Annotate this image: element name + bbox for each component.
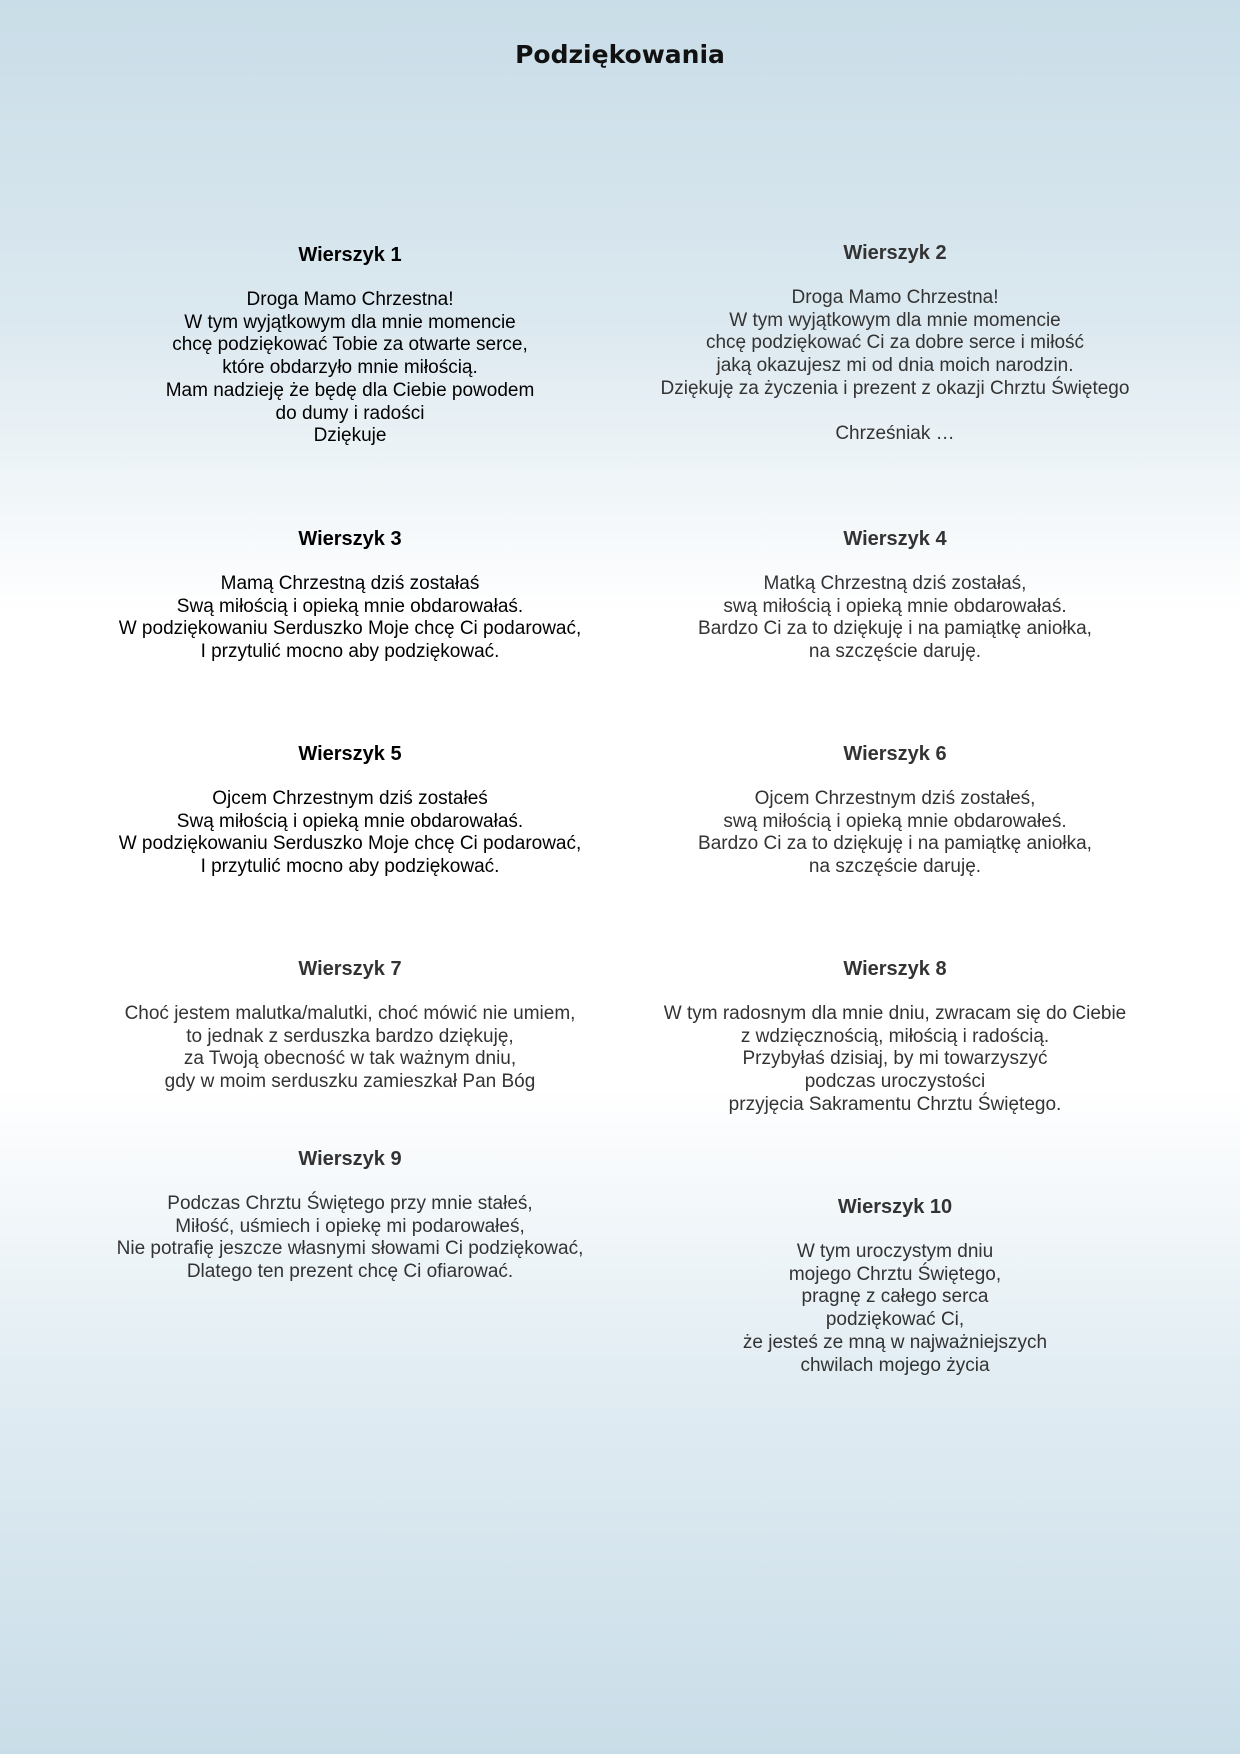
poem-title: Wierszyk 6 xyxy=(843,743,947,765)
poem-title: Wierszyk 2 xyxy=(843,242,947,264)
poem-line: Bardzo Ci za to dziękuję i na pamiątkę aniołka, xyxy=(698,618,1092,640)
poem-line: chcę podziękować Tobie za otwarte serce, xyxy=(172,334,528,356)
page-title: Podziękowania xyxy=(515,40,725,69)
poem-line: Dziękuje xyxy=(313,425,387,447)
poem-line: pragnę z całego serca xyxy=(801,1286,989,1308)
poem-title: Wierszyk 4 xyxy=(843,528,947,550)
poem-10 xyxy=(615,1195,1175,1377)
poem-line: Mamą Chrzestną dziś zostałaś xyxy=(220,573,480,594)
poem-line: Podczas Chrztu Świętego przy mnie stałeś, xyxy=(167,1193,533,1214)
poem-line: na szczęście daruję. xyxy=(808,856,982,878)
poem-title: Wierszyk 10 xyxy=(837,1196,953,1218)
poem-line: jaką okazujesz mi od dnia moich narodzin. xyxy=(716,355,1074,377)
poem-line: do dumy i radości xyxy=(275,402,425,424)
poem-title: Wierszyk 1 xyxy=(298,244,402,266)
poem-line: Matką Chrzestną dziś zostałaś, xyxy=(763,573,1027,594)
poem-line: za Twoją obecność w tak ważnym dniu, xyxy=(183,1048,517,1070)
poem-title: Wierszyk 7 xyxy=(298,958,402,980)
poem-line: Bardzo Ci za to dziękuję i na pamiątkę aniołka, xyxy=(698,833,1092,855)
poem-line: mojego Chrztu Świętego, xyxy=(788,1263,1002,1285)
poem-line: to jednak z serduszka bardzo dziękuję, xyxy=(186,1025,514,1047)
poem-title: Wierszyk 5 xyxy=(298,743,402,765)
poem-2 xyxy=(615,241,1175,446)
poem-line: z wdzięcznością, miłością i radością. xyxy=(740,1025,1050,1047)
poem-line: podczas uroczystości xyxy=(804,1071,986,1093)
poem-line: W podziękowaniu Serduszko Moje chcę Ci podarować, xyxy=(118,618,582,640)
poem-line: które obdarzyło mnie miłością. xyxy=(222,357,478,379)
poem-line: chwilach mojego życia xyxy=(800,1354,990,1376)
poem-line: Miłość, uśmiech i opiekę mi podarowałeś, xyxy=(175,1215,525,1237)
poem-line: przyjęcia Sakramentu Chrztu Świętego. xyxy=(728,1093,1062,1115)
poem-title: Wierszyk 8 xyxy=(843,958,947,980)
poem-line: na szczęście daruję. xyxy=(808,641,982,663)
poem-line: W tym uroczystym dniu xyxy=(796,1241,994,1262)
poem-line: Ojcem Chrzestnym dziś zostałeś xyxy=(212,788,488,809)
poem-line-blank xyxy=(615,401,1175,424)
poem-line: Mam nadzieję że będę dla Ciebie powodem xyxy=(165,379,535,401)
poem-8 xyxy=(615,957,1175,1117)
poem-line: W tym wyjątkowym dla mnie momencie xyxy=(184,311,516,333)
poem-4 xyxy=(615,527,1175,664)
poem-line: że jesteś ze mną w najważniejszych xyxy=(742,1331,1048,1353)
poem-line: W tym radosnym dla mnie dniu, zwracam się do Ciebie xyxy=(663,1003,1127,1024)
poem-line: W tym wyjątkowym dla mnie momencie xyxy=(729,309,1061,331)
poem-6 xyxy=(615,742,1175,879)
poem-line: Dlatego ten prezent chcę Ci ofiarować. xyxy=(186,1261,514,1283)
poem-line: Swą miłością i opieką mnie obdarowałaś. xyxy=(176,595,524,617)
poem-line: chcę podziękować Ci za dobre serce i miłość xyxy=(705,332,1085,354)
poem-line: Droga Mamo Chrzestna! xyxy=(791,287,999,308)
poem-line: gdy w moim serduszku zamieszkał Pan Bóg xyxy=(164,1071,536,1093)
poem-3 xyxy=(70,527,630,664)
poem-line: Przybyłaś dzisiaj, by mi towarzyszyć xyxy=(742,1048,1048,1070)
poem-line: swą miłością i opieką mnie obdarowałeś. xyxy=(723,810,1067,832)
poem-9 xyxy=(70,1147,630,1284)
poem-line: Chrześniak … xyxy=(835,423,955,445)
poem-line: Swą miłością i opieką mnie obdarowałaś. xyxy=(176,810,524,832)
poem-line: I przytulić mocno aby podziękować. xyxy=(200,641,500,663)
poem-line: swą miłością i opieką mnie obdarowałaś. xyxy=(723,595,1067,617)
poem-title: Wierszyk 9 xyxy=(298,1148,402,1170)
poem-line: Dziękuję za życzenia i prezent z okazji Chrztu Świętego xyxy=(660,377,1130,399)
poem-line: podziękować Ci, xyxy=(825,1309,965,1331)
poem-line: Choć jestem malutka/malutki, choć mówić nie umiem, xyxy=(124,1003,576,1024)
poem-1 xyxy=(70,243,630,448)
poem-title: Wierszyk 3 xyxy=(298,528,402,550)
poem-5 xyxy=(70,742,630,879)
poem-7 xyxy=(70,957,630,1094)
poem-line: Ojcem Chrzestnym dziś zostałeś, xyxy=(754,788,1036,809)
poem-line: Droga Mamo Chrzestna! xyxy=(246,289,454,310)
poem-line: I przytulić mocno aby podziękować. xyxy=(200,856,500,878)
poem-line: Nie potrafię jeszcze własnymi słowami Ci podziękować, xyxy=(116,1238,584,1260)
poem-line: W podziękowaniu Serduszko Moje chcę Ci podarować, xyxy=(118,833,582,855)
